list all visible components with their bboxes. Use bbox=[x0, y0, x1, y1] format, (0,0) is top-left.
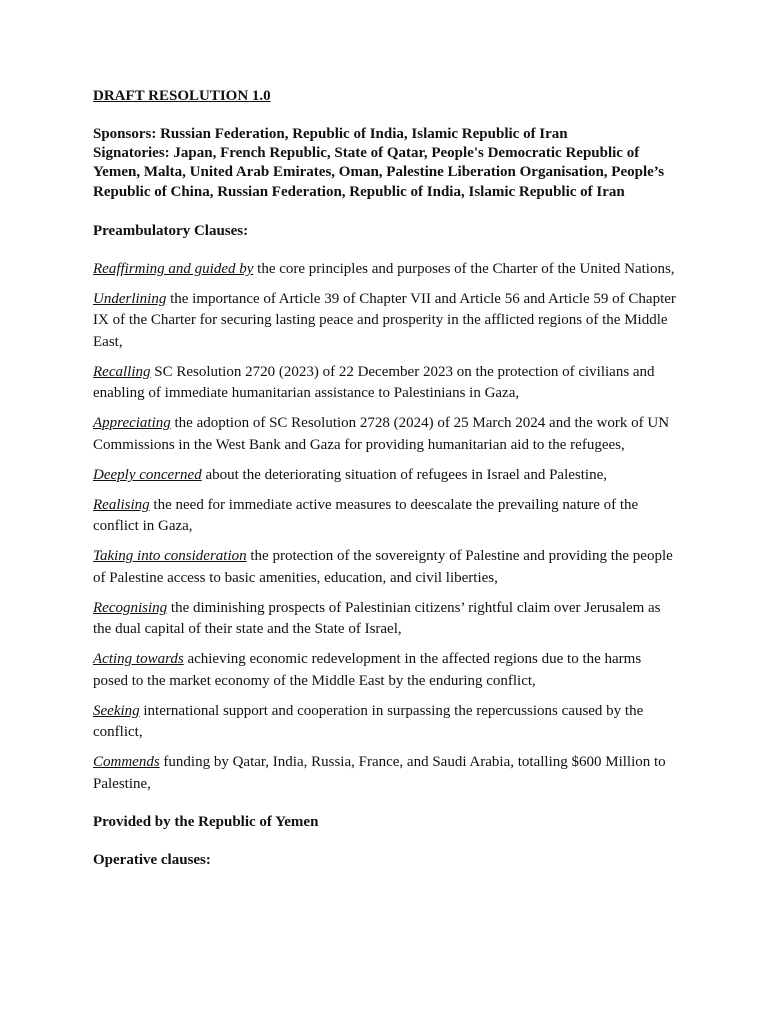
clause-text: about the deteriorating situation of refugees in Israel and Palestine, bbox=[201, 466, 607, 483]
clause-appreciating bbox=[93, 413, 677, 456]
clause-seeking bbox=[93, 701, 677, 744]
preambulatory-heading: Preambulatory Clauses: bbox=[93, 222, 249, 239]
clause-text: international support and cooperation in surpassing the repercussions caused by the conflict, bbox=[93, 702, 644, 741]
clause-acting-towards bbox=[93, 649, 677, 692]
clause-text: the need for immediate active measures to deescalate the prevailing nature of the conflict in Gaza, bbox=[93, 496, 639, 535]
clause-text: SC Resolution 2720 (2023) of 22 December 2023 on the protection of civilians and enabling of immediate humanitarian assistance to Palestinians in Gaza, bbox=[93, 363, 655, 402]
clause-recalling bbox=[93, 362, 677, 405]
signatories-line: Signatories: Japan, French Republic, State of Qatar, People's Democratic Republic of Yemen, Malta, United Arab Emirates, Oman, Palestine Liberation Organisation, People’s Republic of China, Russian Federation, Republic of India, Islamic Republic of Iran bbox=[93, 145, 665, 200]
clause-verb: Acting towards bbox=[93, 651, 184, 668]
clause-text: funding by Qatar, India, Russia, France, and Saudi Arabia, totalling $600 Million to Palestine, bbox=[93, 754, 666, 792]
clause-verb: Reaffirming and guided by bbox=[93, 260, 254, 277]
clause-verb: Recalling bbox=[93, 363, 151, 380]
clause-underlining bbox=[93, 289, 677, 354]
sponsors-line: Sponsors: Russian Federation, Republic of India, Islamic Republic of Iran bbox=[93, 126, 568, 142]
clause-recognising bbox=[93, 598, 677, 641]
preambulatory-clauses bbox=[93, 259, 677, 796]
document-title: DRAFT RESOLUTION 1.0 bbox=[93, 88, 271, 104]
clause-verb: Deeply concerned bbox=[93, 466, 202, 483]
clause-verb: Taking into consideration bbox=[93, 548, 247, 565]
clause-text: the importance of Article 39 of Chapter VII and Article 56 and Article 59 of Chapter IX of the Charter for securing lasting peace and prosperity in the afflicted regions of the Middle East, bbox=[93, 290, 676, 350]
provided-by-line: Provided by the Republic of Yemen bbox=[93, 814, 319, 831]
clause-taking-into-consideration bbox=[93, 546, 677, 589]
clause-text: the core principles and purposes of the Charter of the United Nations, bbox=[253, 260, 675, 277]
operative-heading: Operative clauses: bbox=[93, 852, 211, 869]
clause-text: the adoption of SC Resolution 2728 (2024) of 25 March 2024 and the work of UN Commissions in the West Bank and Gaza for providing humanitarian aid to the refugees, bbox=[93, 415, 670, 453]
clause-verb: Seeking bbox=[93, 702, 140, 719]
clause-text: the protection of the sovereignty of Palestine and providing the people of Palestine access to basic amenities, education, and civil liberties, bbox=[93, 548, 673, 586]
clause-realising bbox=[93, 495, 677, 538]
clause-verb: Recognising bbox=[93, 599, 168, 616]
clause-deeply-concerned bbox=[93, 465, 677, 487]
clause-verb: Realising bbox=[93, 496, 150, 513]
clause-verb: Underlining bbox=[93, 290, 167, 307]
clause-text: the diminishing prospects of Palestinian citizens’ rightful claim over Jerusalem as the dual capital of their state and the State of Israel, bbox=[93, 599, 661, 638]
clause-text: achieving economic redevelopment in the affected regions due to the harms posed to the market economy of the Middle East by the enduring conflict, bbox=[93, 651, 642, 689]
clause-verb: Commends bbox=[93, 754, 160, 771]
clause-reaffirming bbox=[93, 259, 677, 281]
clause-verb: Appreciating bbox=[93, 415, 171, 432]
document-page bbox=[93, 86, 677, 870]
clause-commends bbox=[93, 752, 677, 795]
